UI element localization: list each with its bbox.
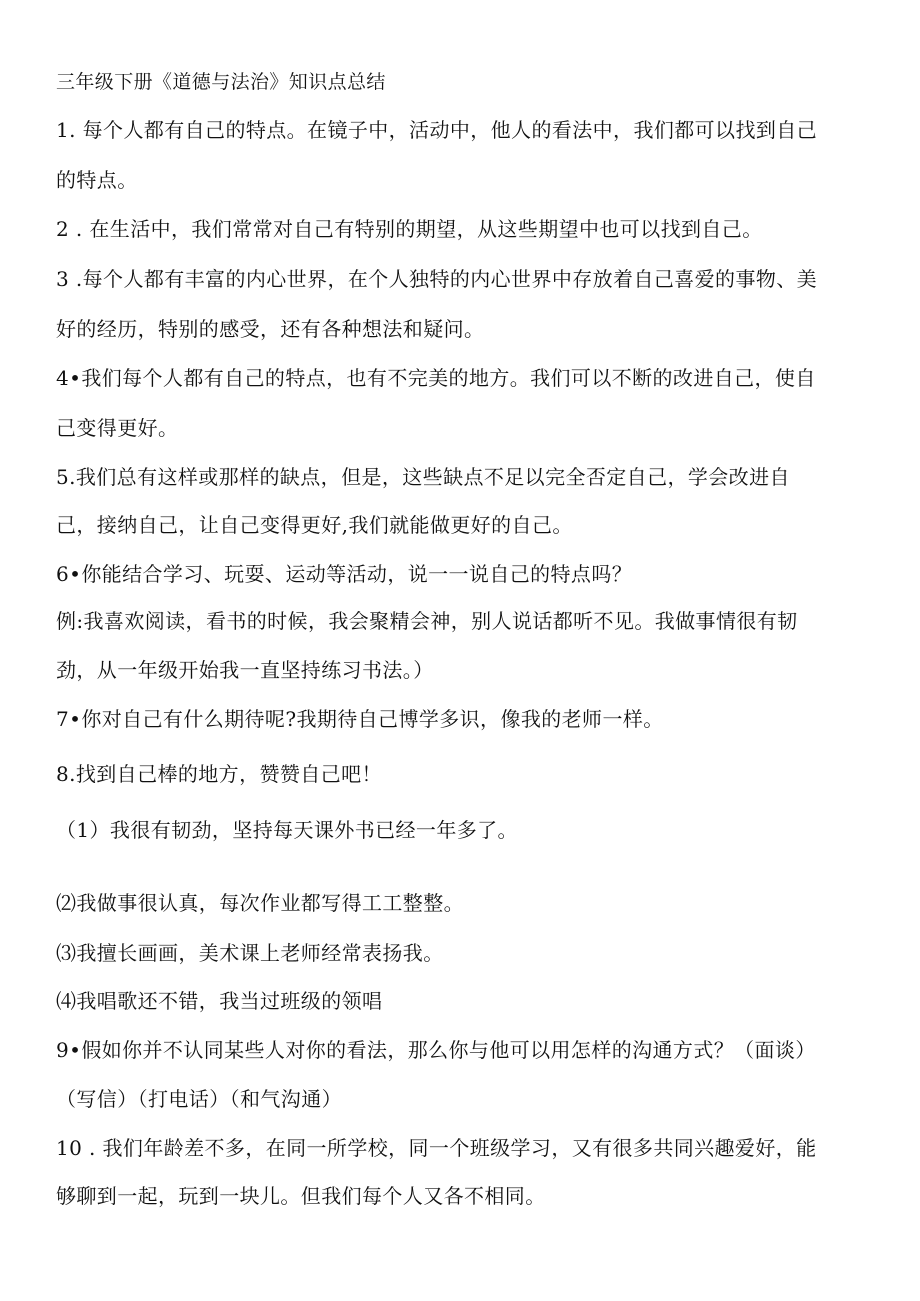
text-line-19: 9•假如你并不认同某些人对你的看法，那么你与他可以用怎样的沟通方式？（面谈） bbox=[56, 1038, 816, 1062]
text-line-18: ⑷我唱歌还不错，我当过班级的领唱 bbox=[56, 989, 383, 1013]
text-line-9: 己，接纳自己，让自己变得更好,我们就能做更好的自己。 bbox=[56, 513, 573, 537]
text-line-14: 8.找到自己棒的地方，赞赞自己吧！ bbox=[56, 762, 382, 786]
text-line-7: 己变得更好。 bbox=[56, 416, 179, 440]
text-line-2: 的特点。 bbox=[56, 168, 138, 192]
text-line-10: 6•你能结合学习、玩耍、运动等活动，说一一说自己的特点吗？ bbox=[56, 562, 633, 586]
text-line-21: 10 . 我们年龄差不多，在同一所学校，同一个班级学习，又有很多共同兴趣爱好，能 bbox=[56, 1136, 817, 1160]
text-line-20: （写信）（打电话）（和气沟通） bbox=[56, 1087, 342, 1111]
text-line-6: 4•我们每个人都有自己的特点，也有不完美的地方。我们可以不断的改进自己，使自 bbox=[56, 366, 816, 390]
text-line-11: 例:我喜欢阅读，看书的时候，我会聚精会神，别人说话都听不见。我做事情很有韧 bbox=[56, 609, 798, 633]
text-line-3: 2 . 在生活中，我们常常对自己有特别的期望，从这些期望中也可以找到自己。 bbox=[56, 217, 763, 241]
text-line-17: ⑶我擅长画画，美术课上老师经常表扬我。 bbox=[56, 941, 444, 965]
text-line-13: 7•你对自己有什么期待呢?我期待自己博学多识，像我的老师一样。 bbox=[56, 707, 664, 731]
text-line-22: 够聊到一起，玩到一块儿。但我们每个人又各不相同。 bbox=[56, 1184, 546, 1208]
text-line-5: 好的经历，特别的感受，还有各种想法和疑问。 bbox=[56, 317, 485, 341]
text-line-4: 3 .每个人都有丰富的内心世界，在个人独特的内心世界中存放着自己喜爱的事物、美 bbox=[56, 267, 818, 291]
text-line-1: 1. 每个人都有自己的特点。在镜子中，活动中，他人的看法中，我们都可以找到自己 bbox=[56, 118, 818, 142]
text-line-12: 劲，从一年级开始我一直坚持练习书法。） bbox=[56, 658, 434, 682]
document-title: 三年级下册《道德与法治》知识点总结 bbox=[56, 71, 386, 93]
text-line-8: 5.我们总有这样或那样的缺点，但是，这些缺点不足以完全否定自己，学会改进自 bbox=[56, 465, 790, 489]
text-line-15: （1）我很有韧劲，坚持每天课外书已经一年多了。 bbox=[56, 818, 518, 842]
text-line-16: ⑵我做事很认真，每次作业都写得工工整整。 bbox=[56, 891, 464, 915]
